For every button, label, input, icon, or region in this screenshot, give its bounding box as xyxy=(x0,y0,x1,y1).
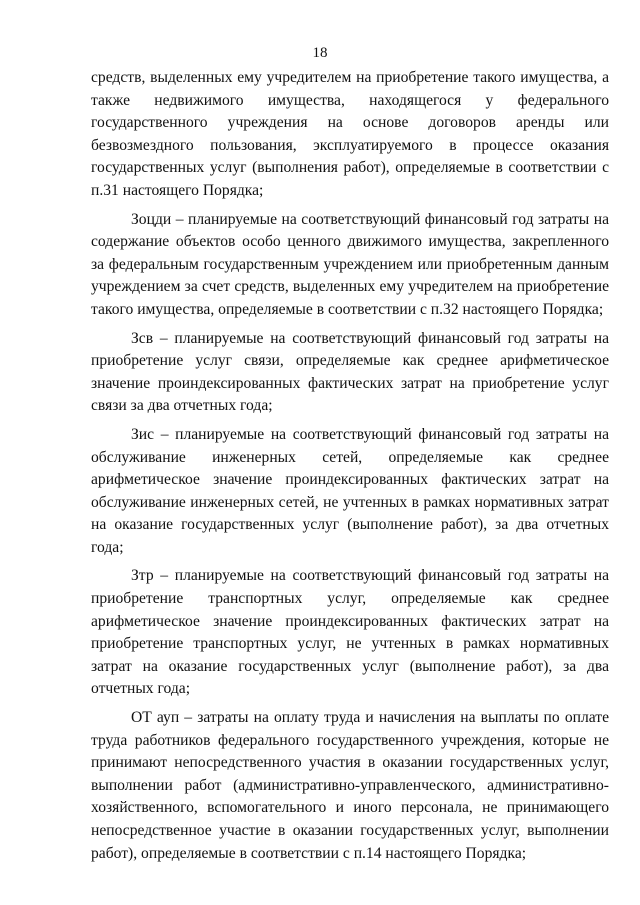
paragraph-continuation: средств, выделенных ему учредителем на приобретение такого имущества, а также недвижимого имущества, находящегося у федерального государственного учреждения на основе договоров аренды или безвозмездного пользования, эксплуатируемого в процессе оказания государственных услуг (выполнения работ), определяемые в соответствии с п.31 настоящего Порядка; xyxy=(91,69,609,199)
paragraph-zis: Зис – планируемые на соответствующий финансовый год затраты на обслуживание инженерных сетей, определяемые как среднее арифметическое значение проиндексированных фактических затрат на обслуживание инженерных сетей, не учтенных в рамках нормативных затрат на оказание государственных услуг (выполнение работ), за два отчетных года; xyxy=(91,425,609,556)
paragraph-zotsdi: Зоцди – планируемые на соответствующий финансовый год затраты на содержание объектов особо ценного движимого имущества, закрепленного за федеральным государственным учреждением или приобретенным данным учреждением за счет средств, выделенных ему учредителем на приобретение такого имущества, определяемые в соответствии с п.32 настоящего Порядка; xyxy=(91,210,609,318)
paragraph-ot-aup: ОТ ауп – затраты на оплату труда и начисления на выплаты по оплате труда работников федерального государственного учреждения, которые не принимают непосредственного участия в оказании государственных услуг, выполнении работ (административно-управленческого, административно-хозяйственного, вспомогательного и иного персонала, не принимающего непосредственное участие в оказании государственных услуг, выполнении работ), определяемые в соответствии с п.14 настоящего Порядка; xyxy=(91,709,609,862)
paragraph-ztr: Зтр – планируемые на соответствующий финансовый год затраты на приобретение транспортных услуг, определяемые как среднее арифметическое значение проиндексированных фактических затрат на приобретение транспортных услуг, не учтенных в рамках нормативных затрат на оказание государственных услуг (выполнение работ), за два отчетных года; xyxy=(91,567,609,698)
paragraph-zsv: Зсв – планируемые на соответствующий финансовый год затраты на приобретение услуг связи, определяемые как среднее арифметическое значение проиндексированных фактических затрат на приобретение услуг связи за два отчетных года; xyxy=(91,329,609,415)
page-number: 18 xyxy=(312,45,328,61)
document-body xyxy=(91,67,609,871)
